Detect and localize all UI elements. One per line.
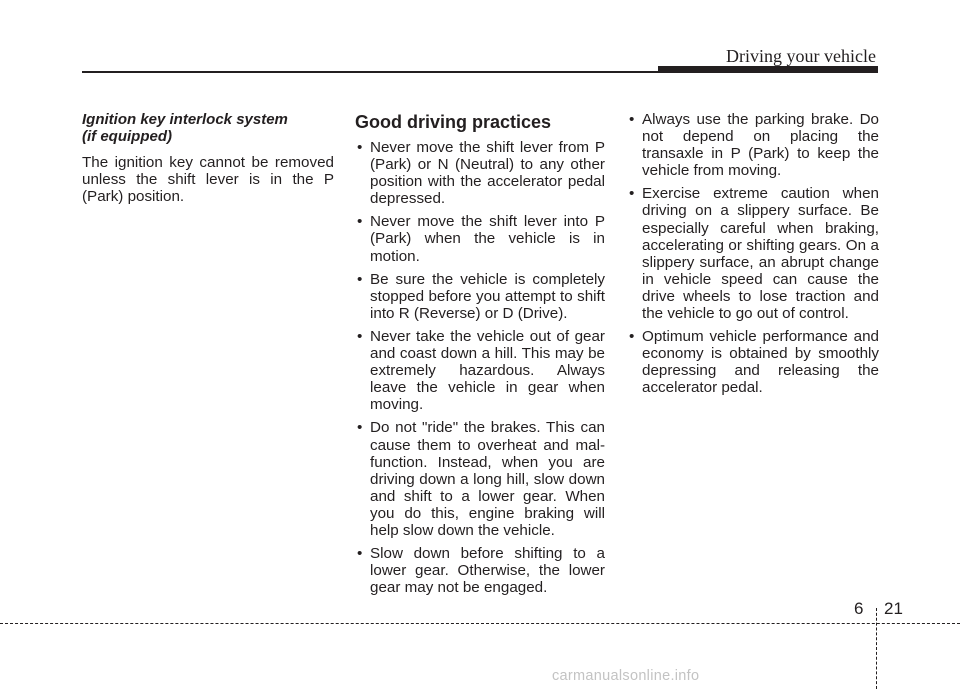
watermark: carmanualsonline.info (552, 668, 700, 684)
bullet-icon: • (629, 111, 635, 128)
list-item (627, 328, 879, 396)
header-bar (658, 66, 878, 73)
list-item (355, 213, 605, 264)
section-subheading (82, 111, 334, 145)
list-item-text: Optimum vehicle performance and economy is obtained by smoothly depressing and releasing the accelerator pedal. (642, 328, 879, 397)
interlock-paragraph: The ignition key cannot be removed unless the shift lever is in the P (Park) position. (82, 154, 334, 206)
chapter-number: 6 (854, 599, 864, 618)
list-item (627, 111, 879, 179)
driving-practices-list (355, 139, 605, 596)
subheading-line-2: (if equipped) (82, 128, 172, 145)
footer-rule (0, 623, 960, 624)
page-number: 21 (884, 599, 903, 618)
running-header-title: Driving your vehicle (726, 46, 876, 66)
bullet-icon: • (357, 270, 363, 288)
list-item (355, 328, 605, 413)
list-item-text: Always use the parking brake. Do not depend on placing the transaxle in P (Park) to keep the vehicle from moving. (642, 111, 879, 180)
bullet-icon: • (357, 139, 363, 156)
list-item (355, 545, 605, 596)
column-left (82, 111, 334, 205)
list-item-text: Never take the vehicle out of gear and coast down a hill. This may be extremely hazardous. Always leave the vehicle in gear when moving. (370, 327, 605, 414)
list-item-text: Slow down before shifting to a lower gear. Otherwise, the lower gear may not be engaged. (370, 545, 605, 597)
column-right (627, 111, 879, 403)
list-item-text: Exercise extreme caution when driving on a slippery surface. Be especially careful when braking, accelerating or shifting gears. On a slippery surface, an abrupt change in vehicle speed can cause the drive wheels to lose traction and the vehicle to go out of control. (642, 185, 879, 323)
list-item-text: Never move the shift lever from P (Park) or N (Neutral) to any other position with the accelerator pedal depressed. (370, 139, 605, 208)
section-heading: Good driving practices (355, 112, 552, 132)
list-item-text: Do not "ride" the brakes. This can cause them to overheat and mal-function. Instead, when you are driving down a long hill, slow down and shift to a lower gear. When you do this, engine braking will help slow down the vehicle. (370, 419, 605, 539)
list-item (355, 271, 605, 322)
bullet-icon: • (357, 327, 363, 345)
header-rule (82, 71, 658, 73)
bullet-icon: • (357, 419, 363, 437)
list-item (627, 185, 879, 322)
bullet-icon: • (357, 213, 363, 231)
bullet-icon: • (629, 185, 635, 203)
column-middle (355, 111, 605, 602)
bullet-icon: • (629, 328, 635, 346)
driving-practices-list-continued (627, 111, 879, 397)
list-item (355, 139, 605, 207)
list-item (355, 419, 605, 539)
subheading-line-1: Ignition key interlock system (82, 111, 288, 128)
list-item-text: Never move the shift lever into P (Park) when the vehicle is in motion. (370, 213, 605, 265)
footer-divider (876, 608, 877, 689)
bullet-icon: • (357, 545, 363, 563)
list-item-text: Be sure the vehicle is completely stopped before you attempt to shift into R (Reverse) or D (Drive). (370, 270, 605, 322)
